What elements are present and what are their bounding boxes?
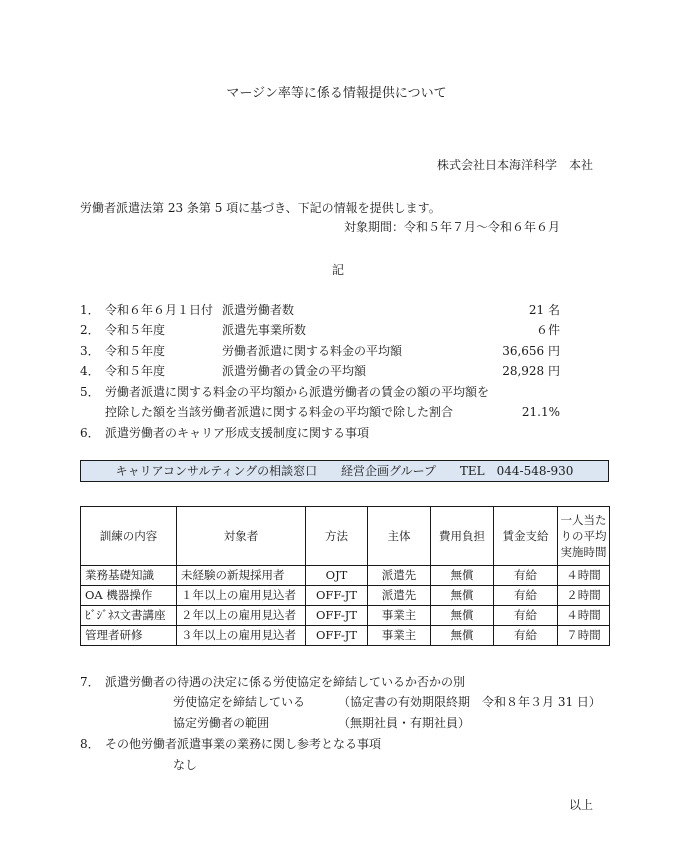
item-number: 3． (80, 344, 100, 358)
consultation-group: 経営企画グループ (341, 464, 437, 478)
table-cell: ７時間 (558, 626, 610, 646)
item-value: 21 名 (528, 303, 560, 317)
table-cell: 有給 (494, 626, 558, 646)
table-row (81, 626, 610, 646)
item-value: ６件 (535, 323, 560, 337)
table-cell: OFF-JT (306, 586, 368, 606)
column-header: 方法 (306, 507, 368, 566)
table-cell: 未経験の新規採用者 (177, 566, 306, 586)
column-header: 訓練の内容 (81, 507, 177, 566)
table-cell: 事業主 (368, 626, 431, 646)
agreement-term: （協定書の有効期限終期 令和８年３月 31 日） (338, 695, 601, 709)
column-header: 主体 (368, 507, 431, 566)
column-header: 費用負担 (431, 507, 494, 566)
ki-heading: 記 (332, 263, 345, 277)
table-cell: OFF-JT (306, 606, 368, 626)
item-number: 4． (80, 364, 100, 378)
table-cell: ﾋﾞｼﾞﾈｽ文書講座 (81, 606, 177, 626)
table-cell: 事業主 (368, 606, 431, 626)
item-label: 派遣先事業所数 (222, 323, 307, 337)
table-cell: ２年以上の雇用見込者 (177, 606, 306, 626)
company-name: 株式会社日本海洋科学 本社 (436, 158, 593, 172)
item-number: 6． (80, 426, 100, 440)
table-cell: 業務基礎知識 (81, 566, 177, 586)
item-number: 7． (80, 675, 100, 689)
table-cell: 無償 (431, 586, 494, 606)
item-label: 派遣労働者数 (222, 303, 295, 317)
item-text: その他労働者派遣事業の業務に関し参考となる事項 (105, 737, 382, 751)
table-cell: ４時間 (558, 606, 610, 626)
closing-mark: 以上 (568, 798, 593, 812)
table-cell: ３年以上の雇用見込者 (177, 626, 306, 646)
table-cell: ２時間 (558, 586, 610, 606)
item-text: 派遣労働者の待遇の決定に係る労使協定を締結しているか否かの別 (105, 675, 466, 689)
item-label: 労働者派遣に関する料金の平均額 (222, 344, 403, 358)
column-header: 賃金支給 (494, 507, 558, 566)
item-value: なし (173, 758, 198, 772)
table-cell: 有給 (494, 606, 558, 626)
table-cell: 無償 (431, 606, 494, 626)
item-text: 派遣労働者のキャリア形成支援制度に関する事項 (105, 426, 370, 440)
intro-text: 労働者派遣法第 23 条第 5 項に基づき、下記の情報を提供します。 (80, 201, 441, 215)
item-text-line2: 控除した額を当該労働者派遣に関する料金の平均額で除した割合 (105, 405, 454, 419)
item-date: 令和５年度 (105, 344, 166, 358)
table-header-row (81, 507, 610, 566)
table-cell: 無償 (431, 566, 494, 586)
item-value: 36,656 円 (502, 344, 560, 358)
agreement-scope-label: 協定労働者の範囲 (173, 716, 270, 730)
table-cell: OJT (306, 566, 368, 586)
item-date: 令和６年６月１日付 (105, 303, 214, 317)
training-table (80, 506, 610, 646)
target-period: 対象期間：令和５年７月～令和６年６月 (343, 220, 560, 234)
table-cell: 有給 (494, 566, 558, 586)
page-title: マージン率等に係る情報提供について (226, 86, 447, 101)
agreement-scope-value: （無期社員・有期社員） (338, 716, 471, 730)
item-date: 令和５年度 (105, 364, 166, 378)
consultation-label: キャリアコンサルティングの相談窓口 (115, 464, 318, 478)
table-cell: １年以上の雇用見込者 (177, 586, 306, 606)
table-row (81, 566, 610, 586)
table-cell: 派遣先 (368, 586, 431, 606)
agreement-status: 労使協定を締結している (173, 695, 306, 709)
item-number: 2． (80, 323, 100, 337)
item-number: 1． (80, 303, 100, 317)
table-cell: 派遣先 (368, 566, 431, 586)
item-date: 令和５年度 (105, 323, 166, 337)
table-cell: 管理者研修 (81, 626, 177, 646)
column-header: 一人当たりの平均実施時間 (558, 507, 610, 566)
table-cell: OFF-JT (306, 626, 368, 646)
table-row (81, 606, 610, 626)
table-cell: 有給 (494, 586, 558, 606)
table-row (81, 586, 610, 606)
item-label: 派遣労働者の賃金の平均額 (222, 364, 367, 378)
item-text-line1: 労働者派遣に関する料金の平均額から派遣労働者の賃金の額の平均額を (105, 385, 490, 399)
consultation-tel: TEL 044-548-930 (459, 464, 574, 478)
table-cell: 無償 (431, 626, 494, 646)
item-value: 28,928 円 (502, 364, 560, 378)
item-value: 21.1% (521, 405, 560, 419)
consultation-banner (80, 460, 609, 482)
item-number: 8． (80, 737, 100, 751)
column-header: 対象者 (177, 507, 306, 566)
table-cell: ４時間 (558, 566, 610, 586)
table-cell: OA 機器操作 (81, 586, 177, 606)
item-number: 5． (80, 385, 100, 399)
